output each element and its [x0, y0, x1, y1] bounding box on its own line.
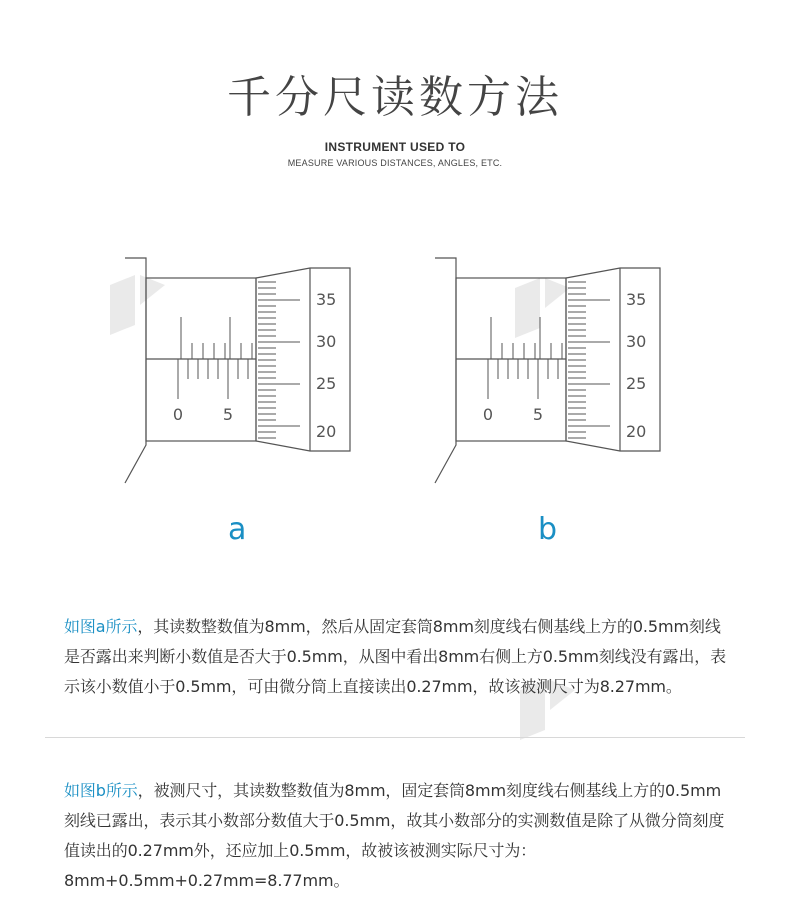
thimble-number: 25 [316, 374, 337, 393]
figure-label-a: a [228, 512, 247, 547]
thimble-number: 35 [316, 290, 337, 309]
subtitle-line2: MEASURE VARIOUS DISTANCES, ANGLES, ETC. [287, 158, 503, 168]
paragraph-b-text: ，被测尺寸，其读数整数值为8mm，固定套筒8mm刻度线右侧基线上方的0.5mm刻线已露出，表示其小数部分数值大于0.5mm，故其小数部分的实测数值是除了从微分筒刻度值读出的0.27mm外，还应加上0.5mm，故被该被测实际尺寸为：8mm+0.5mm+0.27mm=8.77mm。 [64, 781, 725, 890]
sleeve-scale-b [488, 317, 562, 399]
sleeve-number: 0 [482, 405, 494, 424]
paragraph-b-lead: 如图b所示 [64, 781, 138, 800]
sleeve-scale-a [178, 317, 252, 399]
paragraph-b [64, 776, 734, 896]
sleeve-number: 0 [172, 405, 184, 424]
sleeve-number: 5 [222, 405, 234, 424]
figure-label-b: b [538, 512, 558, 547]
micrometer-diagram-b [420, 255, 670, 490]
thimble-number: 30 [626, 332, 647, 351]
micrometer-diagram-a [110, 255, 360, 490]
paragraph-a [64, 612, 734, 702]
thimble-scale-b [568, 282, 610, 438]
thimble-number: 20 [316, 422, 337, 441]
thimble-number: 25 [626, 374, 647, 393]
sleeve-number: 5 [532, 405, 544, 424]
thimble-scale-a [258, 282, 300, 438]
thimble-number: 20 [626, 422, 647, 441]
paragraph-a-text: ，其读数整数值为8mm，然后从固定套筒8mm刻度线右侧基线上方的0.5mm刻线是否露出来判断小数值是否大于0.5mm，从图中看出8mm右侧上方0.5mm刻线没有露出，表示该小数值小于0.5mm，可由微分筒上直接读出0.27mm，故该被测尺寸为8.27mm。 [64, 617, 727, 696]
thimble-number: 35 [626, 290, 647, 309]
paragraph-a-lead: 如图a所示 [64, 617, 138, 636]
thimble-number: 30 [316, 332, 337, 351]
subtitle-line1: INSTRUMENT USED TO [324, 140, 466, 154]
page-title: 千分尺读数方法 [227, 72, 563, 123]
section-divider [45, 737, 745, 738]
